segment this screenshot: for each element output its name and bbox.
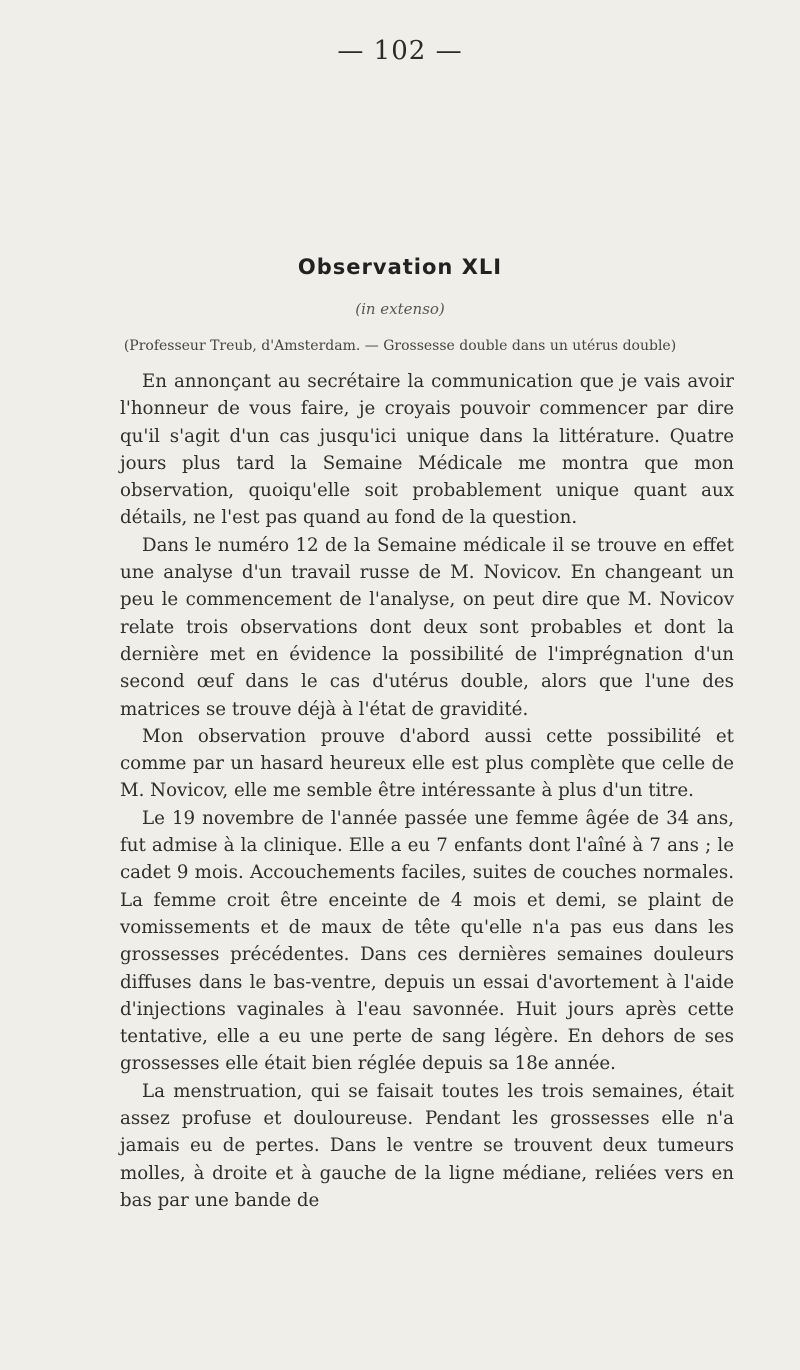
paragraph: En annonçant au secrétaire la communication que je vais avoir l'honneur de vous faire, je croyais pouvoir commencer par dire qu'il s'agit d'un cas jusqu'ici unique dans la littérature. Quatre jours plus tard la Semaine Médicale me montra que mon observation, quoiqu'elle soit probablement unique quant aux détails, ne l'est pas quand au fond de la question. [120,371,734,529]
page-number: — 102 — [337,36,463,66]
paragraph: Dans le numéro 12 de la Semaine médicale il se trouve en effet une analyse d'un travail russe de M. Novicov. En changeant un peu le commencement de l'analyse, on peut dire que M. Novicov relate trois observations dont deux sont probables et dont la dernière met en évidence la possibilité de l'imprégnation d'un second œuf dans le cas d'utérus double, alors que l'une des matrices se trouve déjà à l'état de gravidité. [120,534,734,720]
paragraph: Le 19 novembre de l'année passée une femme âgée de 34 ans, fut admise à la clinique. Elle a eu 7 enfants dont l'aîné à 7 ans ; le cadet 9 mois. Accouchements faciles, suites de couches normales. La femme croit être enceinte de 4 mois et demi, se plaint de vomissements et de maux de tête qu'elle n'a pas eus dans les grossesses précédentes. Dans ces dernières semaines douleurs diffuses dans le bas-ventre, depuis un essai d'avortement à l'aide d'injections vaginales à l'eau savonnée. Huit jours après cette tentative, elle a eu une perte de sang légère. En dehors de ses grossesses elle était bien réglée depuis sa 18e année. [120,807,734,1075]
paragraph: Mon observation prouve d'abord aussi cette possibilité et comme par un hasard heureux elle est plus complète que celle de M. Novicov, elle me semble être intéressante à plus d'un titre. [120,725,734,802]
body-text [120,368,734,1214]
observation-subtitle: (in extenso) [355,300,445,318]
observation-title: Observation XLI [297,255,503,279]
observation-caption: (Professeur Treub, d'Amsterdam. — Grossesse double dans un utérus double) [123,338,677,354]
paragraph: La menstruation, qui se faisait toutes les trois semaines, était assez profuse et douloureuse. Pendant les grossesses elle n'a jamais eu de pertes. Dans le ventre se trouvent deux tumeurs molles, à droite et à gauche de la ligne médiane, reliées vers en bas par une bande de [120,1080,734,1211]
